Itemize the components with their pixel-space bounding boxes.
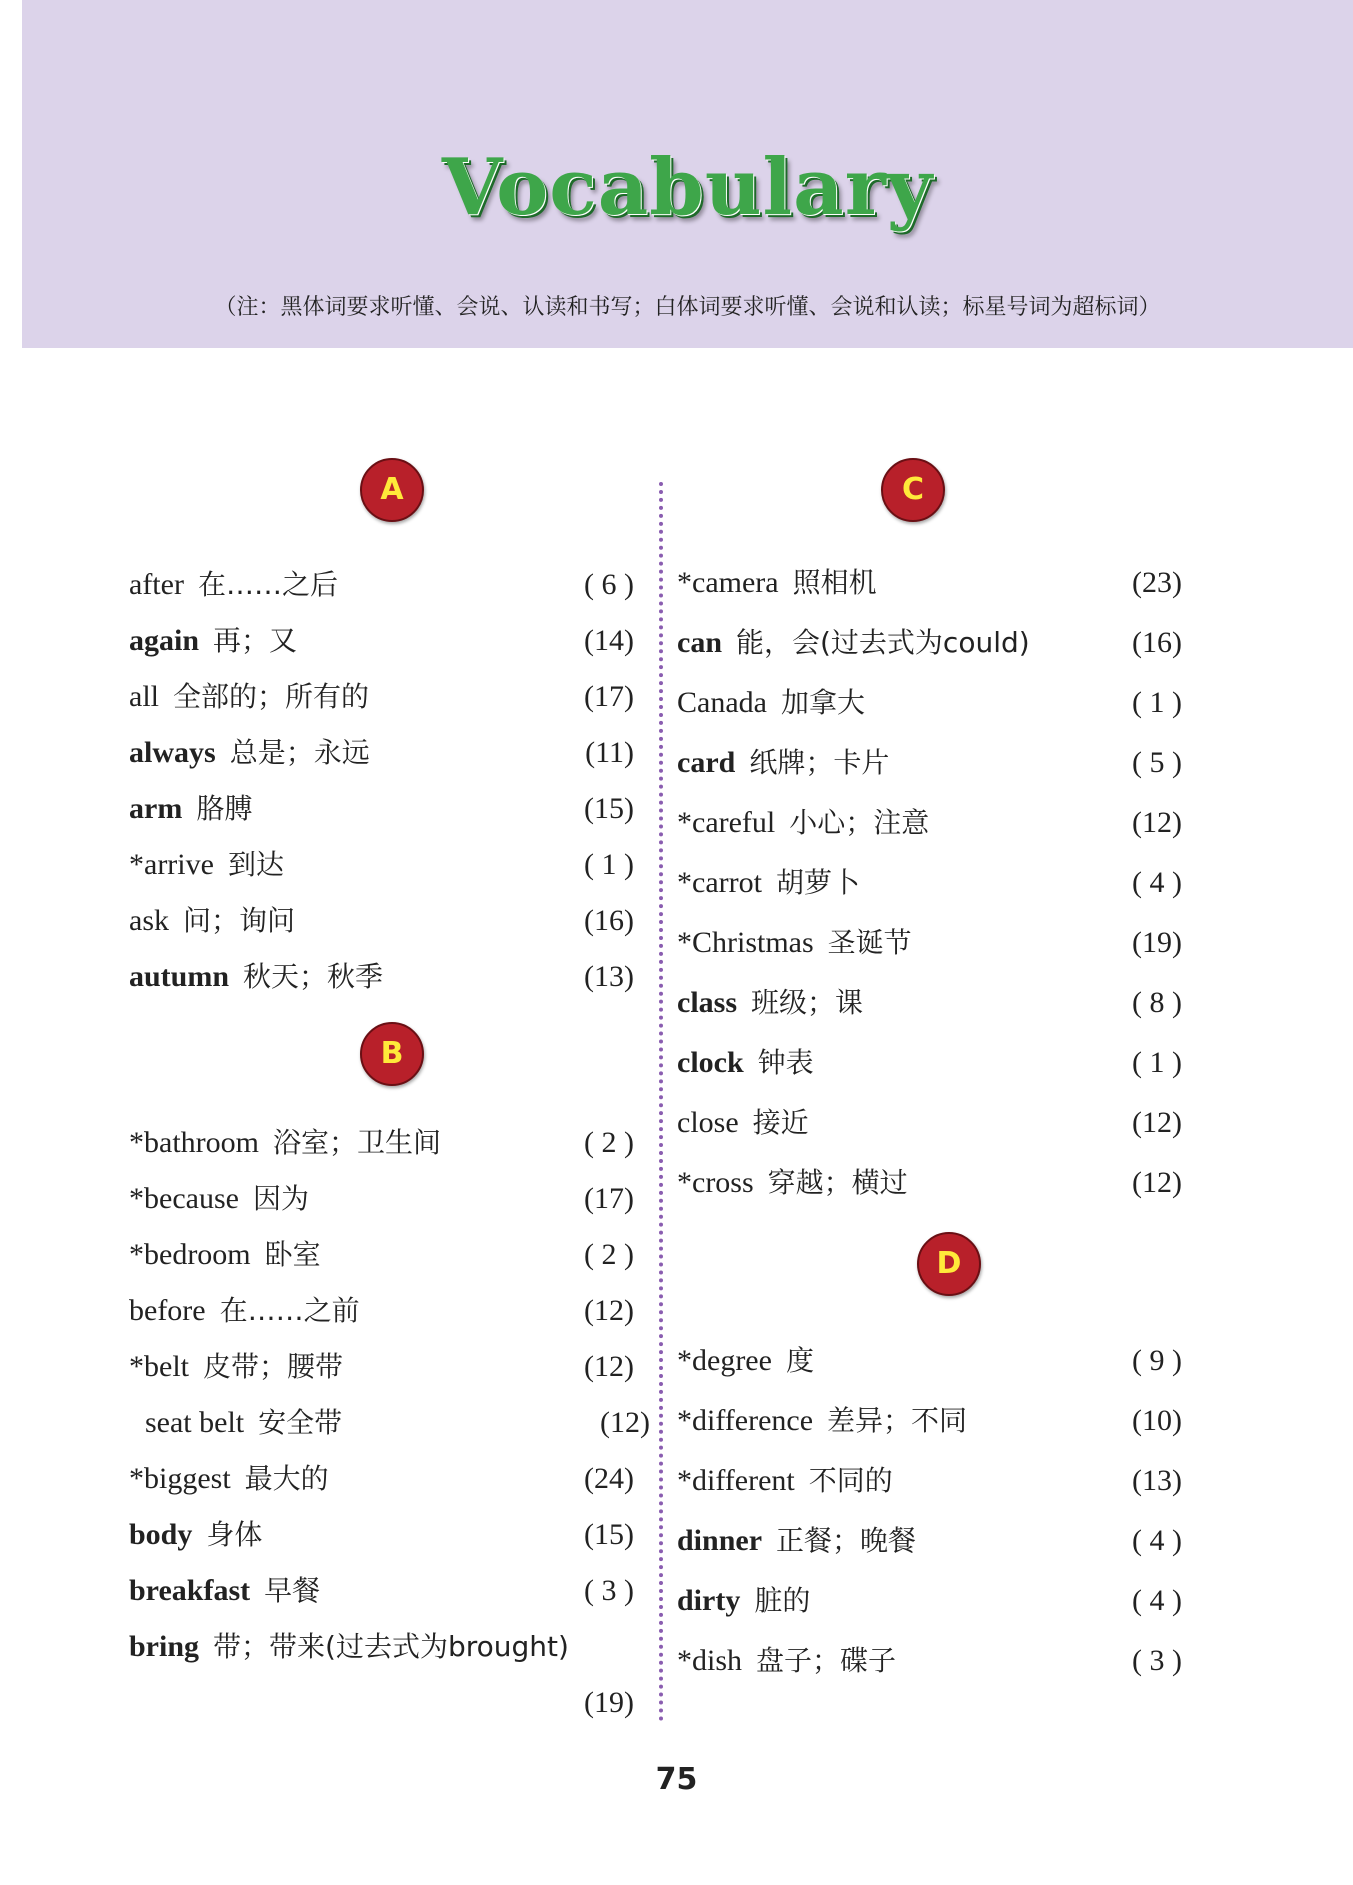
list-item: again 再；又 (14) — [129, 624, 634, 657]
list-item: always 总是；永远 (11) — [129, 736, 634, 769]
list-item: *carrot 胡萝卜 ( 4 ) — [677, 866, 1182, 899]
list-item: close 接近 (12) — [677, 1106, 1182, 1139]
list-item: after 在……之后 ( 6 ) — [129, 568, 634, 601]
section-letter-d: D — [917, 1232, 981, 1296]
list-item: *arrive 到达 ( 1 ) — [129, 848, 634, 881]
section-letter-b: B — [360, 1022, 424, 1086]
list-item: seat belt 安全带 (12) — [145, 1406, 650, 1439]
list-item: Canada 加拿大 ( 1 ) — [677, 686, 1182, 719]
column-divider — [659, 482, 663, 1722]
section-letter-c: C — [881, 458, 945, 522]
list-item: *bathroom 浴室；卫生间 ( 2 ) — [129, 1126, 634, 1159]
list-item: card 纸牌；卡片 ( 5 ) — [677, 746, 1182, 779]
list-item: *cross 穿越；横过 (12) — [677, 1166, 1182, 1199]
list-item: autumn 秋天；秋季 (13) — [129, 960, 634, 993]
list-item: *belt 皮带；腰带 (12) — [129, 1350, 634, 1383]
list-item: *difference 差异；不同 (10) — [677, 1404, 1182, 1437]
header-banner — [22, 0, 1353, 348]
list-item: breakfast 早餐 ( 3 ) — [129, 1574, 634, 1607]
list-item: *because 因为 (17) — [129, 1182, 634, 1215]
list-item: dirty 脏的 ( 4 ) — [677, 1584, 1182, 1617]
list-item: *careful 小心；注意 (12) — [677, 806, 1182, 839]
list-item: class 班级；课 ( 8 ) — [677, 986, 1182, 1019]
list-item: all 全部的；所有的 (17) — [129, 680, 634, 713]
list-item: before 在……之前 (12) — [129, 1294, 634, 1327]
list-item: *dish 盘子；碟子 ( 3 ) — [677, 1644, 1182, 1677]
list-item: *camera 照相机 (23) — [677, 566, 1182, 599]
list-item: *biggest 最大的 (24) — [129, 1462, 634, 1495]
list-item: *Christmas 圣诞节 (19) — [677, 926, 1182, 959]
list-item: *different 不同的 (13) — [677, 1464, 1182, 1497]
page-number: 75 — [655, 1762, 698, 1797]
header-note: （注：黑体词要求听懂、会说、认读和书写；白体词要求听懂、会说和认读；标星号词为超标词） — [214, 295, 1161, 320]
list-item: body 身体 (15) — [129, 1518, 634, 1551]
page-title: Vocabulary — [441, 142, 934, 233]
list-item: can 能，会(过去式为could) (16) — [677, 626, 1182, 659]
list-item: *degree 度 ( 9 ) — [677, 1344, 1182, 1377]
list-item: clock 钟表 ( 1 ) — [677, 1046, 1182, 1079]
list-item: dinner 正餐；晚餐 ( 4 ) — [677, 1524, 1182, 1557]
list-item: ask 问；询问 (16) — [129, 904, 634, 937]
list-item: bring 带；带来(过去式为brought) (19) — [129, 1630, 634, 1719]
list-item: *bedroom 卧室 ( 2 ) — [129, 1238, 634, 1271]
list-item: arm 胳膊 (15) — [129, 792, 634, 825]
section-letter-a: A — [360, 458, 424, 522]
